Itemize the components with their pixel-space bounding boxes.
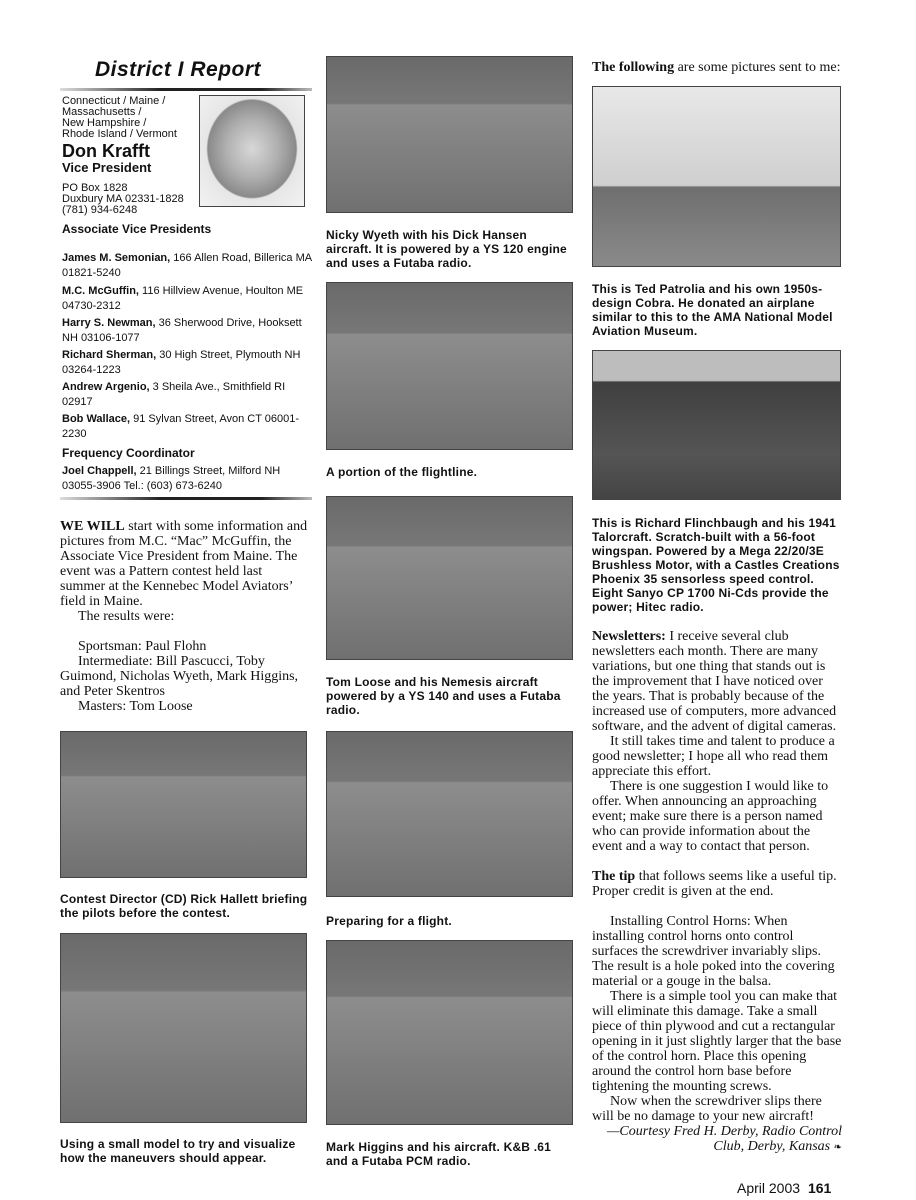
associate-entry: Richard Sherman, 30 High Street, Plymouth NH 03264-1223 [62,349,301,376]
caption-tom-loose: Tom Loose and his Nemesis aircraft powered by a YS 140 and uses a Futaba radio. [326,675,561,717]
associate-entry: Bob Wallace, 91 Sylvan Street, Avon CT 06001-2230 [62,413,300,440]
photo-flightline [326,282,573,450]
end-mark-icon: ❧ [833,1142,842,1153]
caption-ted-patrolia: This is Ted Patrolia and his own 1950s-design Cobra. He donated an airplane similar to this to the AMA National Model Aviation Museum. [592,282,833,338]
page-number: 161 [807,1180,832,1196]
caption-preparing: Preparing for a flight. [326,914,452,928]
photo-tom-loose [326,496,573,660]
caption-richard-flinchbaugh: This is Richard Flinchbaugh and his 1941 Talorcraft. Scratch-built with a 56-foot wingspan. Powered by a Mega 22/20/3E Brushless Motor, with a Castles Creations Phoenix 35 sensorless speed control. Eight Sanyo CP 1700 Ni-Cds provide the power; Hitec radio. [592,516,840,614]
photo-preparing [326,731,573,897]
photo-mark-higgins [326,940,573,1125]
photo-cd-briefing [60,731,307,878]
issue-date: April 2003 [737,1180,801,1196]
newsletters-article: Newsletters: I receive several club newsletters each month. There are many variations, but one thing that stands out is the improvement that I have noticed over the years. That is probably because of the increased use of computers, more advanced software, and the advent of digital cameras. It still takes time and talent to produce a good newsletter; I hope all who read them appreciate this effort. There is one suggestion I would like to offer. When announcing an approaching event; make sure there is a person named who can provide information about the event and a way to contact that person. The tip that follows seems like a useful tip. Proper credit is given at the end. Installing Control Horns: When installing control horns onto control surfaces the screwdriver invariably slips. The result is a hole poked into the covering material or a gouge in the balsa. There is a simple tool you can make that will eliminate this damage. Take a small piece of thin plywood and cut a rectangular opening in it just slightly larger that the base of the control horn. Place this opening around the control horn base before tightening the mounting screws. Now when the screwdriver slips there will be no damage to your new aircraft! —Courtesy Fred H. Derby, Radio Control Club, Derby, Kansas ❧ [592,629,842,1154]
photo-richard-flinchbaugh [592,350,841,500]
frequency-entry: Joel Chappell, 21 Billings Street, Milford NH 03055-3906 Tel.: (603) 673-6240 [62,465,281,492]
associate-entry: Andrew Argenio, 3 Sheila Ave., Smithfield RI 02917 [62,381,286,408]
vp-role: Vice President [62,160,152,175]
caption-flightline: A portion of the flightline. [326,465,478,479]
header-bottom-rule [60,497,312,500]
associate-entry: M.C. McGuffin, 116 Hillview Avenue, Houlton ME 04730-2312 [62,285,304,312]
vp-portrait-photo [199,95,305,207]
title-rule [60,88,312,91]
caption-nicky-wyeth: Nicky Wyeth with his Dick Hansen aircraft. It is powered by a YS 120 engine and uses a Futaba radio. [326,228,567,270]
photo-ted-patrolia [592,86,841,267]
associates-heading: Associate Vice Presidents [62,222,212,236]
photo-small-model [60,933,307,1123]
associate-entry: Harry S. Newman, 36 Sherwood Drive, Hooksett NH 03106-1077 [62,317,302,344]
associate-entry: James M. Semonian, 166 Allen Road, Billerica MA 01821-5240 [62,252,312,279]
caption-cd-briefing: Contest Director (CD) Rick Hallett briefing the pilots before the contest. [60,892,308,920]
states-list: Connecticut / Maine / Massachusetts / New Hampshire / Rhode Island / Vermont [62,95,177,140]
photo-nicky-wyeth [326,56,573,213]
vp-name: Don Krafft [62,141,150,161]
section-title: District I Report [95,58,262,81]
caption-small-model: Using a small model to try and visualize how the maneuvers should appear. [60,1137,296,1165]
intro-text: WE WILL start with some information and pictures from M.C. “Mac” McGuffin, the Associate Vice President from Maine. The event was a Pattern contest held last summer at the Kennebec Model Aviators’ field in Maine. The results were: Sportsman: Paul Flohn Intermediate: Bill Pascucci, Toby Guimond, Nicholas Wyeth, Mark Higgins, and Peter Skentros Masters: Tom Loose [60,519,308,714]
page-footer [737,1180,831,1196]
caption-mark-higgins: Mark Higgins and his aircraft. K&B .61 and a Futaba PCM radio. [326,1140,551,1168]
vp-address: PO Box 1828 Duxbury MA 02331-1828 (781) 934-6248 [62,182,184,216]
frequency-heading: Frequency Coordinator [62,446,195,460]
following-intro: The following are some pictures sent to me: [592,60,841,75]
